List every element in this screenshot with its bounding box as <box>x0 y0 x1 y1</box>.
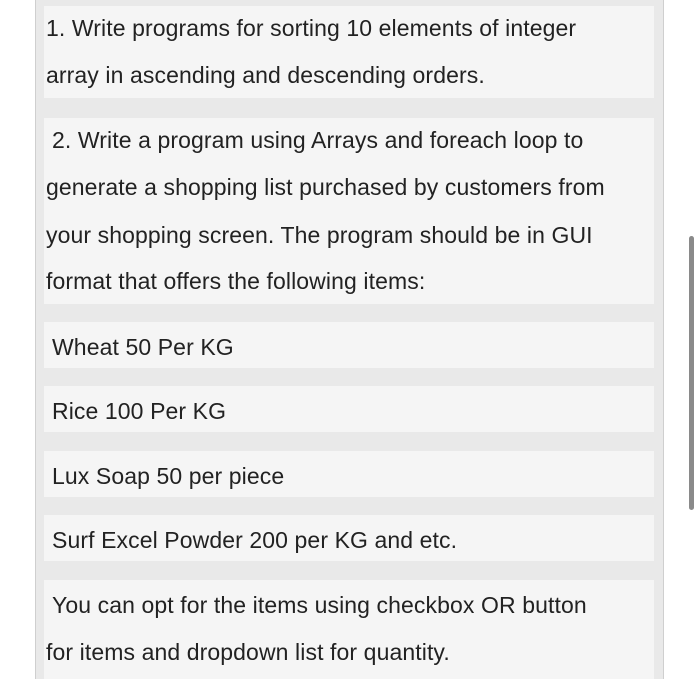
scrollbar-thumb[interactable] <box>689 236 694 510</box>
question-2-line-3: your shopping screen. The program should be in GUI <box>46 222 593 248</box>
question-2-line-2: generate a shopping list purchased by customers from <box>46 174 605 200</box>
question-2-block <box>44 118 654 304</box>
note-block <box>44 580 654 679</box>
item-label: Surf Excel Powder 200 per KG and etc. <box>52 527 458 553</box>
question-1-line-1: 1. Write programs for sorting 10 elements of integer <box>46 15 577 41</box>
item-wheat <box>44 322 654 368</box>
note-line-2: for items and dropdown list for quantity. <box>46 639 450 665</box>
question-1-line-2: array in ascending and descending orders. <box>46 62 485 88</box>
item-rice <box>44 386 654 432</box>
note-line-1: You can opt for the items using checkbox OR button <box>52 592 587 618</box>
question-2-line-1: 2. Write a program using Arrays and foreach loop to <box>52 127 584 153</box>
question-2-line-4: format that offers the following items: <box>46 268 426 294</box>
item-label: Lux Soap 50 per piece <box>52 463 285 489</box>
item-lux-soap <box>44 451 654 497</box>
question-1-block <box>44 6 654 98</box>
item-surf-excel <box>44 515 654 561</box>
item-label: Rice 100 Per KG <box>52 398 227 424</box>
item-label: Wheat 50 Per KG <box>52 334 234 360</box>
